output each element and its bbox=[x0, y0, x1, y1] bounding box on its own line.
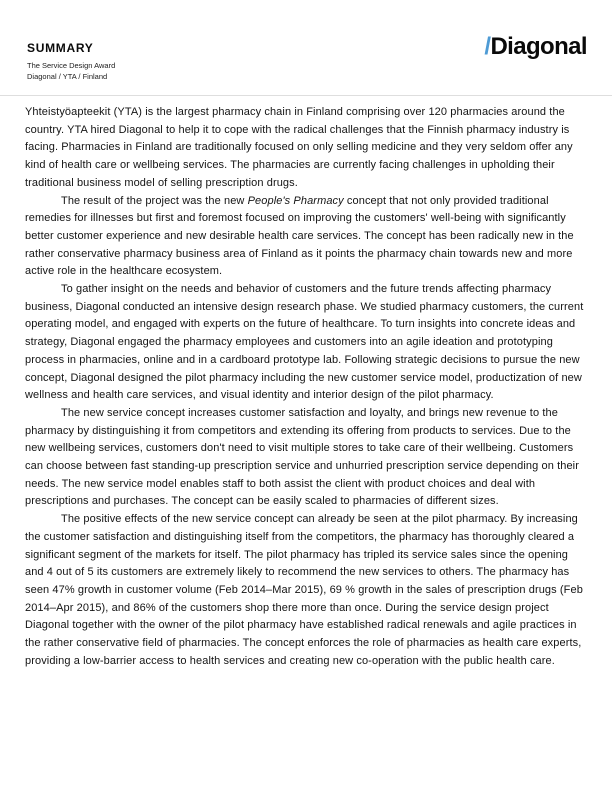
header-subtitle bbox=[27, 60, 115, 82]
text-run: To gather insight on the needs and behavior of customers and the future trends affecting pharmacy business, Diagonal conducted an intensive design research phase. We studied pharmacy customers, the current operating model, and engaged with experts on the future of healthcare. To turn insights into concrete ideas and strategy, Diagonal engaged the pharmacy employees and customers into an agile ideation and prototyping process in pharmacies, online and in a cardboard prototype lab. Following strategic decisions to pursue the new concept, Diagonal designed the pilot pharmacy including the new customer service model, productization of new wellness and health care services, and visual identity and interior design of the pilot pharmacy. bbox=[25, 283, 584, 402]
text-run: Yhteistyöapteekit (YTA) is the largest pharmacy chain in Finland comprising over 120 pharmacies around the country. YTA hired Diagonal to help it to cope with the radical challenges that the Finnish pharmacy industry is facing. Pharmacies in Finland are traditionally focused on only selling medicine and they very seldom offer any kind of health care or wellbeing services. The pharmacies are currently facing challenges in upholding their traditional business model of selling prescription drugs. bbox=[25, 106, 573, 189]
body-paragraphs bbox=[25, 104, 588, 671]
text-run: The new service concept increases customer satisfaction and loyalty, and brings new revenue to the pharmacy by distinguishing it from competitors and extending its offering from products to services. Due to the new wellbeing services, customers don't need to visit multiple stores to take care of their wellbeing. Customers can choose between fast standing-up prescription service and unhurried prescription service depending on their needs. The new service model enables staff to both assist the client with product choices and deal with prescriptions and purchases. The concept can be easily scaled to pharmacies of different sizes. bbox=[25, 406, 579, 508]
paragraph bbox=[25, 193, 588, 282]
paragraph bbox=[25, 281, 588, 405]
paragraph bbox=[25, 511, 588, 670]
page-title: SUMMARY bbox=[27, 41, 94, 55]
logo-slash-mark: / bbox=[484, 33, 491, 60]
paragraph bbox=[25, 405, 588, 511]
text-run: The result of the project was the new bbox=[61, 194, 248, 207]
logo-wordmark: Diagonal bbox=[490, 33, 587, 60]
text-run: The positive effects of the new service concept can already be seen at the pilot pharmacy. By increasing the customer satisfaction and distinguishing itself from the competitors, the pharmacy has thoroughly cleared a significant segment of the markets for itself. The pilot pharmacy has tripled its service sales since the opening and 4 out of 5 its customers are extremely likely to recommend the new services to others. The pharmacy has seen 47% growth in customer volume (Feb 2014–Mar 2015), 69 % growth in the sales of prescription drugs (Feb 2014–Apr 2015), and 86% of the customers shop there more than once. During the service design project Diagonal together with the owner of the pilot pharmacy have established radical renewals and agile practices in the rather conservative field of pharmacies. The concept enforces the role of pharmacies as health care experts, providing a low-barrier access to health services and creating new co-operation with the public health care. bbox=[25, 513, 583, 667]
paragraph bbox=[25, 104, 588, 193]
header-subtitle-award: The Service Design Award bbox=[27, 61, 116, 70]
header-subtitle-client: Diagonal / YTA / Finland bbox=[27, 72, 108, 81]
diagonal-logo bbox=[484, 33, 587, 61]
italic-text-run: People's Pharmacy bbox=[247, 194, 344, 207]
header-divider bbox=[0, 95, 612, 96]
text-run: concept that not only provided traditional remedies for illnesses but first and foremost focused on improving the customers' well-being with significantly better customer experience and new desirable health care services. The concept has been radically new in the rather conservative pharmacy business area of Finland as it points the pharmacy chain towards new and more active role in the healthcare ecosystem. bbox=[25, 194, 574, 278]
